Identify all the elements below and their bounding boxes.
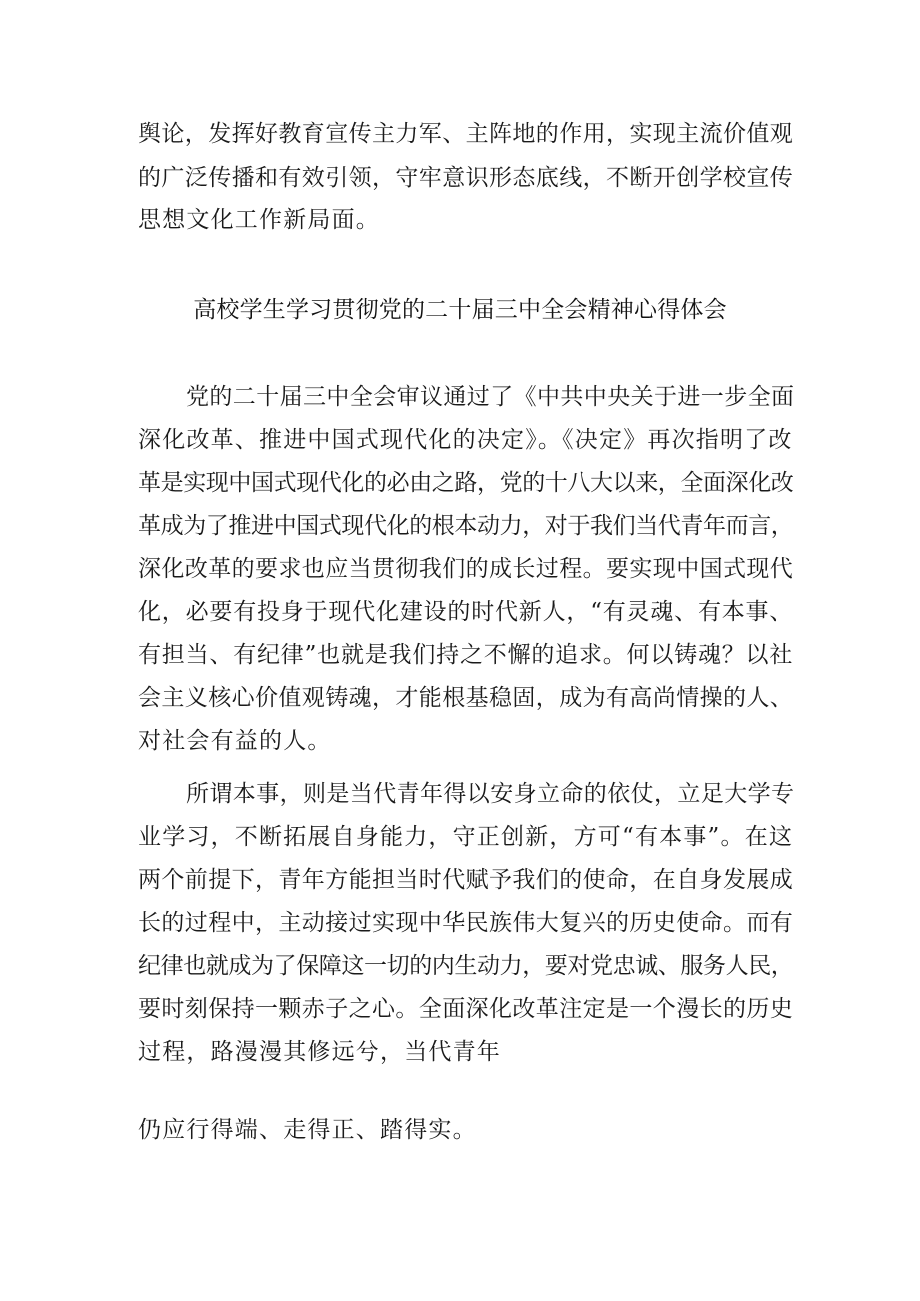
paragraph-line: 革是实现中国式现代化的必由之路，党的十八大以来，全面深化改 bbox=[138, 470, 794, 496]
top-paragraph-line: 思想文化工作新局面。 bbox=[138, 207, 380, 233]
paragraph-line: 化，必要有投身于现代化建设的时代新人，“有灵魂、有本事、 bbox=[138, 599, 794, 625]
top-paragraph-line: 的广泛传播和有效引领，守牢意识形态底线，不断开创学校宣传 bbox=[138, 165, 794, 191]
paragraph-line: 长的过程中，主动接过实现中华民族伟大复兴的历史使命。而有 bbox=[138, 910, 794, 936]
closing-line: 仍应行得端、走得正、踏得实。 bbox=[138, 1117, 477, 1143]
paragraph-line: 两个前提下，青年方能担当时代赋予我们的使命，在自身发展成 bbox=[138, 867, 794, 893]
paragraph-line: 革成为了推进中国式现代化的根本动力，对于我们当代青年而言， bbox=[138, 513, 794, 539]
article-title: 高校学生学习贯彻党的二十届三中全会精神心得体会 bbox=[193, 297, 727, 323]
paragraph-line: 过程，路漫漫其修远兮，当代青年 bbox=[138, 1039, 501, 1065]
paragraph-line: 有担当、有纪律”也就是我们持之不懈的追求。何以铸魂？以社 bbox=[138, 642, 794, 668]
paragraph-line: 对社会有益的人。 bbox=[138, 728, 332, 754]
paragraph-line: 纪律也就成为了保障这一切的内生动力，要对党忠诚、服务人民， bbox=[138, 953, 794, 979]
paragraph-line: 会主义核心价值观铸魂，才能根基稳固，成为有高尚情操的人、 bbox=[138, 685, 794, 711]
top-paragraph-line: 舆论，发挥好教育宣传主力军、主阵地的作用，实现主流价值观 bbox=[138, 121, 794, 147]
paragraph-line: 要时刻保持一颗赤子之心。全面深化改革注定是一个漫长的历史 bbox=[138, 996, 794, 1022]
paragraph-line: 党的二十届三中全会审议通过了《中共中央关于进一步全面 bbox=[186, 384, 795, 410]
paragraph-line: 深化改革的要求也应当贯彻我们的成长过程。要实现中国式现代 bbox=[138, 556, 794, 582]
paragraph-line: 所谓本事，则是当代青年得以安身立命的依仗，立足大学专 bbox=[186, 781, 795, 807]
paragraph-line: 业学习，不断拓展自身能力，守正创新，方可“有本事”。在这 bbox=[138, 824, 794, 850]
paragraph-line: 深化改革、推进中国式现代化的决定》。《决定》再次指明了改 bbox=[138, 427, 793, 453]
